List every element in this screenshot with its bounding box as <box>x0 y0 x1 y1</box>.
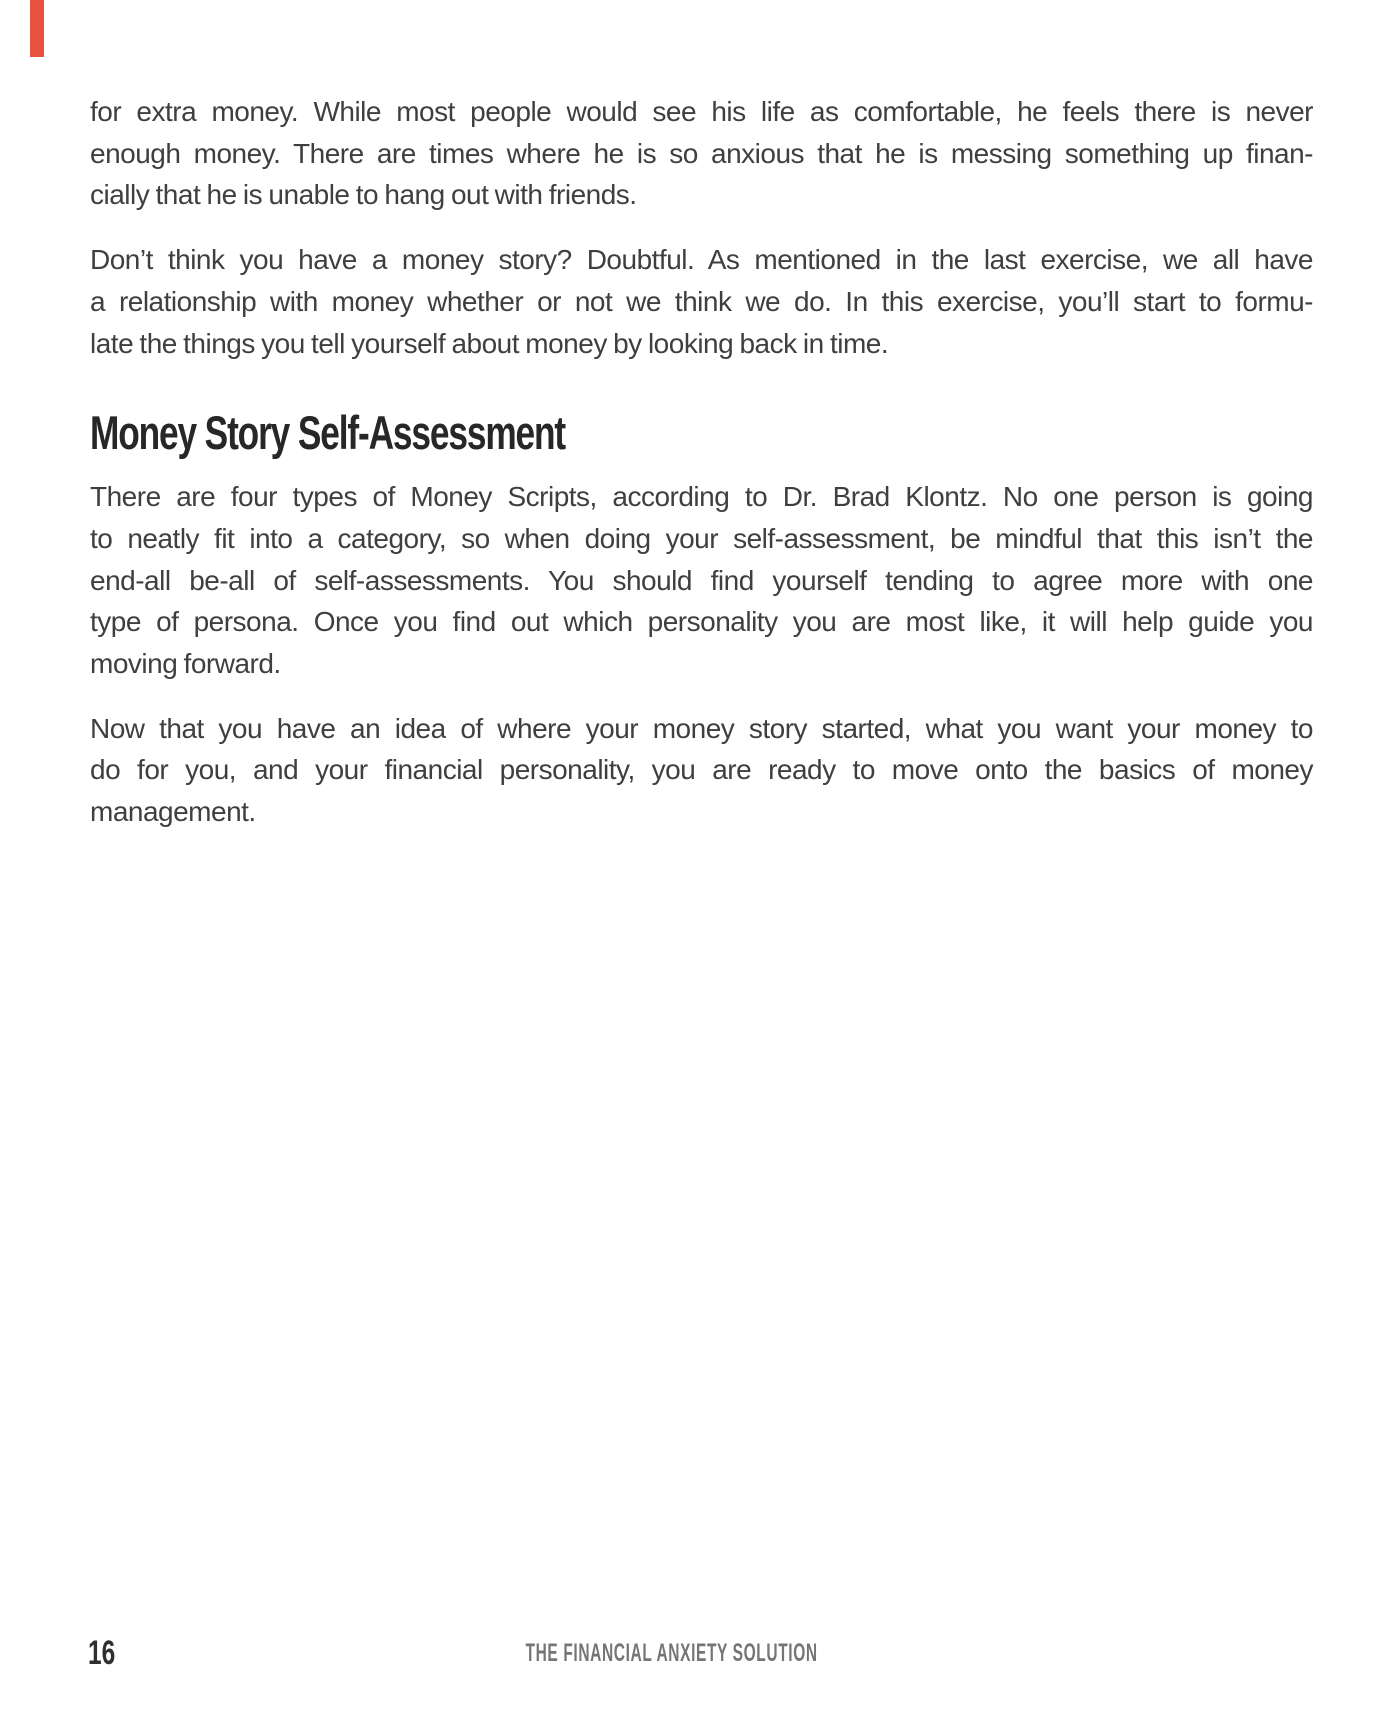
paragraph <box>90 476 1313 685</box>
running-title-wrap <box>0 1641 1344 1666</box>
paragraph-line: moving forward. <box>90 648 281 680</box>
running-title: THE FINANCIAL ANXIETY SOLUTION <box>525 1639 819 1667</box>
section-heading <box>90 405 1313 461</box>
paragraph-line: cially that he is unable to hang out with friends. <box>90 179 637 211</box>
red-spine-mark <box>30 0 44 57</box>
paragraph <box>90 91 1313 216</box>
paragraph-line: There are four types of Money Scripts, according to Dr. Brad Klontz. No one person is going <box>90 481 1313 513</box>
paragraph-line: late the things you tell yourself about money by looking back in time. <box>90 327 889 359</box>
section-heading-text: Money Story Self-Assessment <box>90 406 566 460</box>
paragraph-line: Now that you have an idea of where your money story started, what you want your money to <box>90 712 1313 744</box>
paragraph <box>90 239 1313 364</box>
paragraph <box>90 708 1313 833</box>
paragraph-line: a relationship with money whether or not we think we do. In this exercise, you’ll start to formu- <box>90 285 1313 317</box>
paragraph-line: type of persona. Once you find out which personality you are most like, it will help guide you <box>90 606 1313 638</box>
paragraph-line: to neatly fit into a category, so when doing your self-assessment, be mindful that this isn’t the <box>90 522 1313 554</box>
paragraph-line: management. <box>90 796 256 828</box>
paragraph-line: do for you, and your financial personality, you are ready to move onto the basics of money <box>90 754 1313 786</box>
paragraph-line: for extra money. While most people would see his life as comfortable, he feels there is never <box>90 96 1313 127</box>
paragraph-line: enough money. There are times where he is so anxious that he is messing something up finan- <box>90 137 1313 169</box>
page-number: 16 <box>88 1634 116 1672</box>
paragraph-line: Don’t think you have a money story? Doubtful. As mentioned in the last exercise, we all have <box>90 244 1313 276</box>
paragraph-line: end-all be-all of self-assessments. You should find yourself tending to agree more with one <box>90 564 1313 596</box>
page-content <box>90 91 1313 833</box>
